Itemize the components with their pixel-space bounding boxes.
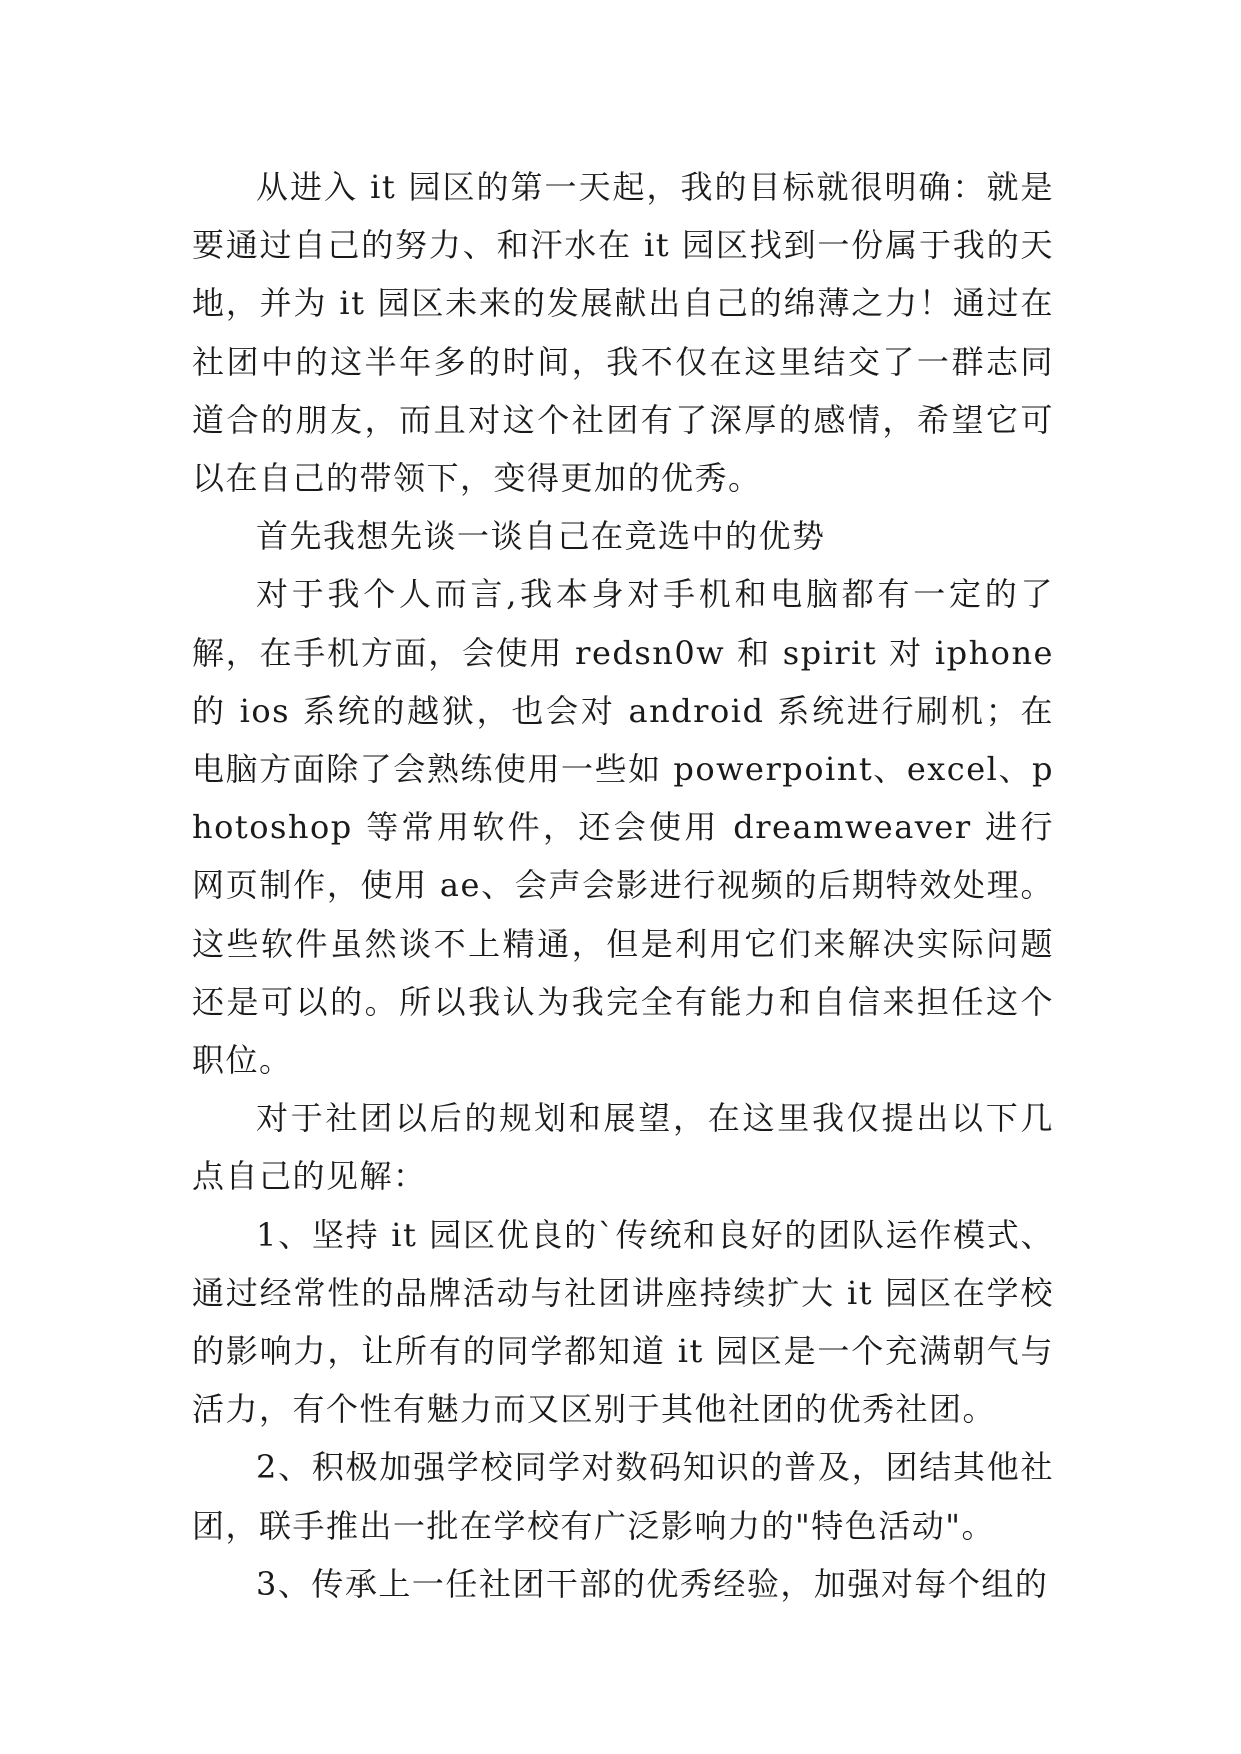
paragraph-advantages-heading: 首先我想先谈一谈自己在竞选中的优势 — [256, 517, 826, 556]
paragraph-plan-1: 1、坚持 it 园区优良的`传统和良好的团队运作模式、通过经常性的品牌活动与社团讲座持续扩大 it 园区在学校的影响力，让所有的同学都知道 it 园区是一个充满朝气与活力，有个性有魅力而又区别于其他社团的优秀社团。 — [192, 1215, 1054, 1429]
paragraph-skills: 对于我个人而言,我本身对手机和电脑都有一定的了解，在手机方面，会使用 redsn0w 和 spirit 对 iphone 的 ios 系统的越狱，也会对 android 系统进行刷机；在电脑方面除了会熟练使用一些如 powerpoint、excel、photoshop 等常用软件，还会使用 dreamweaver 进行网页制作，使用 ae、会声会影进行视频的后期特效处理。这些软件虽然谈不上精通，但是利用它们来解决实际问题还是可以的。所以我认为我完全有能力和自信来担任这个职位。 — [192, 575, 1054, 1080]
paragraph-plans-intro: 对于社团以后的规划和展望，在这里我仅提出以下几点自己的见解： — [192, 1099, 1054, 1196]
document-body — [192, 158, 1054, 1613]
paragraph-plan-2: 2、积极加强学校同学对数码知识的普及，团结其他社团，联手推出一批在学校有广泛影响力的"特色活动"。 — [192, 1448, 1054, 1545]
paragraph-plan-3: 3、传承上一任社团干部的优秀经验，加强对每个组的 — [256, 1564, 1049, 1603]
paragraph-intro: 从进入 it 园区的第一天起，我的目标就很明确：就是要通过自己的努力、和汗水在 it 园区找到一份属于我的天地，并为 it 园区未来的发展献出自己的绵薄之力！通过在社团中的这半年多的时间，我不仅在这里结交了一群志同道合的朋友，而且对这个社团有了深厚的感情，希望它可以在自己的带领下，变得更加的优秀。 — [192, 168, 1054, 498]
